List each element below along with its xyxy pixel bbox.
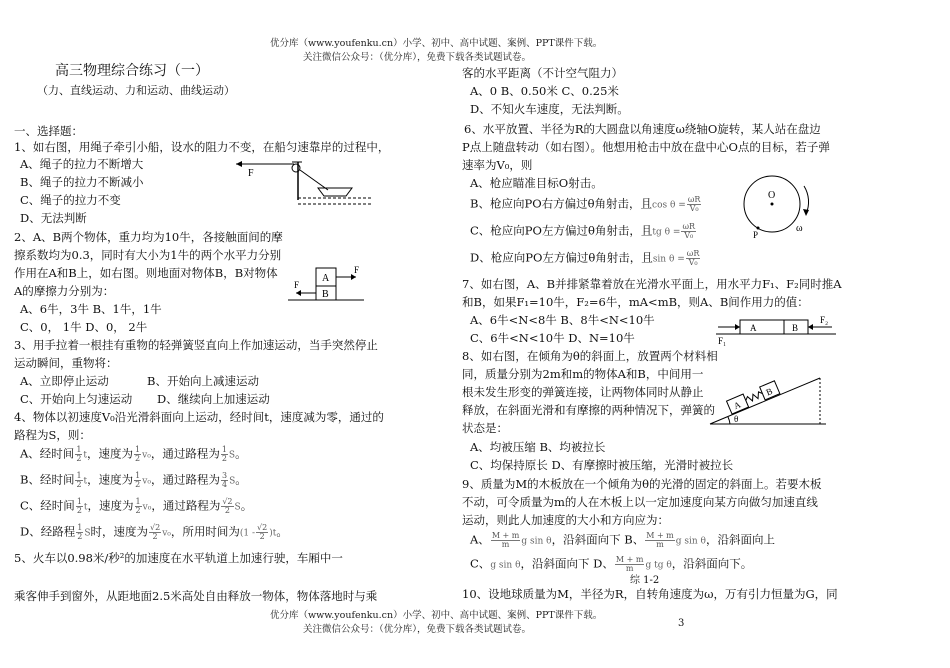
q7-line-2: 和B，如果F₁=10牛，F₂=6牛，mA<mB，则A、B间作用力的值： <box>462 295 809 309</box>
incline-figure <box>708 374 830 428</box>
q10-line-1: 10、设地球质量为M，半径为R，自转角速度为ω，万有引力恒量为G，同 <box>462 587 838 601</box>
force-f1-label: F₁ <box>718 336 727 346</box>
q3-line-1: 3、用手拉着一根挂有重物的轻弹簧竖直向上作加速运动，当手突然停止 <box>14 338 378 352</box>
q2-line-1: 2、A、B两个物体，重力均为10牛，各接触面间的摩 <box>14 230 283 244</box>
q5-option-d: D、不知火车速度，无法判断。 <box>470 102 629 116</box>
q5-continued: 客的水平距离（不计空气阻力） <box>462 66 623 80</box>
q2-options-ab: A、6牛，3牛 B、1牛，1牛 <box>20 302 162 316</box>
q5-options-abc: A、0 B、0.50米 C、0.25米 <box>470 84 619 98</box>
force-left-label: F <box>294 280 300 290</box>
disc-center-label: O <box>768 190 776 201</box>
disc-point-label: P <box>753 230 759 240</box>
header-line-2: 关注微信公众号：（优分库），免费下载各类试题试卷。 <box>303 52 532 63</box>
block-b7-label: B <box>792 323 799 333</box>
q7-line-1: 7、如右图，A、B并排紧靠着放在光滑水平面上，用水平力F₁、F₂同时推A <box>462 277 842 291</box>
q8-line-5: 状态是： <box>462 421 508 435</box>
q9-line-2: 不动，可令质量为m的人在木板上以一定加速度向某方向做匀加速直线 <box>462 495 818 509</box>
q2-line-2: 擦系数均为0.3，同时有大小为1牛的两个水平力分别 <box>14 248 282 262</box>
boat-force-label: F <box>248 168 254 179</box>
header-line-1: 优分库（www.youfenku.cn）小学、初中、高中试题、案例、PPT课件下载。 <box>270 38 603 49</box>
q4-option-c: C、经时间 $\frac{1}{2}$ t，速度为 $\frac{1}{2}$ v₀，通过路程为 $\frac{√2}{2}$ S。 <box>20 497 253 515</box>
q1-stem: 1、如右图，用绳子牵引小船，设水的阻力不变，在船匀速靠岸的过程中， <box>14 140 390 154</box>
incline-b-label: B <box>764 385 774 398</box>
q4-option-a: A、经时间 $\frac{1}{2}$ t，速度为 $\frac{1}{2}$ v₀，通过路程为 $\frac{1}{2}$ S。 <box>20 445 247 463</box>
block-b-label: B <box>322 289 329 300</box>
q8-line-2: 同，质量分别为2m和m的物体A和B，中间用一 <box>462 367 704 381</box>
q9-line-1: 9、质量为M的木板放在一个倾角为θ的光滑的固定的斜面上。若要木板 <box>462 477 822 491</box>
q4-line-2: 路程为S，则： <box>14 428 91 442</box>
q9-options-ab: A、 $\frac{M + m}{m}$ g sin θ，沿斜面向下 B、 $\frac{M + m}{m}$ g sin θ，沿斜面向上 <box>470 531 775 549</box>
q3-option-d: D、继续向上加速运动 <box>157 392 270 406</box>
q7-options-cd: C、6牛<N<10牛 D、N=10牛 <box>470 331 635 345</box>
q4-option-d: D、经路程 $\frac{1}{2}$ S时，速度为 $\frac{√2}{2}$ v₀，所用时间为(1 - $\frac{√2}{2}$ )t。 <box>20 523 288 541</box>
q6-option-d: D、枪应向PO左方偏过θ角射击，且sin θ = $\frac{\omega R}{\text{V₀}}$ <box>470 249 700 267</box>
boat-figure <box>232 152 382 212</box>
pushed-blocks-figure <box>716 312 840 348</box>
q5-line-1: 5、火车以0.98米/秒²的加速度在水平轨道上加速行驶，车厢中一 <box>14 551 343 565</box>
q6-option-a: A、枪应瞄准目标O射击。 <box>470 176 603 190</box>
q8-options-ab: A、均被压缩 B、均被拉长 <box>470 440 606 454</box>
q4-line-1: 4、物体以初速度V₀沿光滑斜面向上运动，经时间t，速度减为零，通过的 <box>14 410 384 424</box>
q1-option-b: B、绳子的拉力不断减小 <box>20 175 144 189</box>
q8-line-4: 释放，在斜面光滑和有摩擦的两种情况下，弹簧的 <box>462 403 715 417</box>
q9-options-cd: C、g sin θ，沿斜面向下 D、 $\frac{M + m}{m}$ g tg θ，沿斜面向下。 <box>470 555 753 573</box>
q3-line-2: 运动瞬间，重物将： <box>14 356 118 370</box>
q5-line-2: 乘客伸手到窗外，从距地面2.5米高处自由释放一物体，物体落地时与乘 <box>14 589 378 603</box>
blocks-figure <box>288 264 368 306</box>
footer-line-1: 优分库（www.youfenku.cn）小学、初中、高中试题、案例、PPT课件下载。 <box>270 610 603 621</box>
q1-option-d: D、无法判断 <box>20 211 87 225</box>
disc-figure <box>738 176 828 238</box>
q9-line-3: 运动，则此人加速度的大小和方向应为： <box>462 513 669 527</box>
page-subtitle: （力、直线运动、力和运动、曲线运动） <box>37 84 235 97</box>
q7-options-ab: A、6牛<N<8牛 B、8牛<N<10牛 <box>470 313 655 327</box>
page-number: 3 <box>678 618 685 629</box>
q4-option-b: B、经时间 $\frac{1}{2}$ t，速度为 $\frac{1}{2}$ v₀，通过路程为 $\frac{3}{4}$ S。 <box>20 471 247 489</box>
force-f2-label: F₂ <box>820 315 829 325</box>
force-right-label: F <box>354 265 360 275</box>
q3-option-c: C、开始向上匀速运动 <box>20 392 133 406</box>
q2-line-3: 作用在A和B上，如右图。则地面对物体B，B对物体 <box>14 266 278 280</box>
q6-option-c: C、枪应向PO左方偏过θ角射击，且tg θ = $\frac{\omega R}{\text{V₀}}$ <box>470 222 695 240</box>
page-title: 高三物理综合练习（一） <box>55 63 209 79</box>
q8-line-1: 8、如右图，在倾角为θ的斜面上，放置两个材料相 <box>462 349 718 363</box>
q8-line-3: 根未发生形变的弹簧连接，让两物体同时从静止 <box>462 385 704 399</box>
q3-option-b: B、开始向上减速运动 <box>147 374 259 388</box>
block-a-label: A <box>322 273 330 284</box>
q1-option-c: C、绳子的拉力不变 <box>20 193 121 207</box>
incline-a-label: A <box>732 399 743 412</box>
q2-options-cd: C、0， 1牛 D、0， 2牛 <box>20 320 148 334</box>
page-code: 综 1-2 <box>630 575 660 586</box>
q6-line-2: P点上随盘转动（如右图）。他想用枪击中放在盘中心O点的目标，若子弹 <box>462 140 830 154</box>
section-heading: 一、选择题： <box>14 124 83 138</box>
disc-omega-label: ω <box>796 223 803 234</box>
q6-option-b: B、枪应向PO右方偏过θ角射击，且cos θ = $\frac{\omega R}{\text{V₀}}$ <box>470 195 701 213</box>
q6-line-3: 速率为V₀，则 <box>462 158 533 172</box>
q6-line-1: 6、水平放置、半径为R的大圆盘以角速度ω绕轴O旋转，某人站在盘边 <box>464 122 821 136</box>
q2-line-4: A的摩擦力分别为： <box>14 284 115 298</box>
q3-option-a: A、立即停止运动 <box>20 374 109 388</box>
incline-angle-label: θ <box>734 414 739 424</box>
footer-line-2: 关注微信公众号：（优分库），免费下载各类试题试卷。 <box>303 624 532 635</box>
block-a7-label: A <box>750 323 757 333</box>
q1-option-a: A、绳子的拉力不断增大 <box>20 157 144 171</box>
q8-options-cd: C、均保持原长 D、有摩擦时被压缩，光滑时被拉长 <box>470 458 734 472</box>
